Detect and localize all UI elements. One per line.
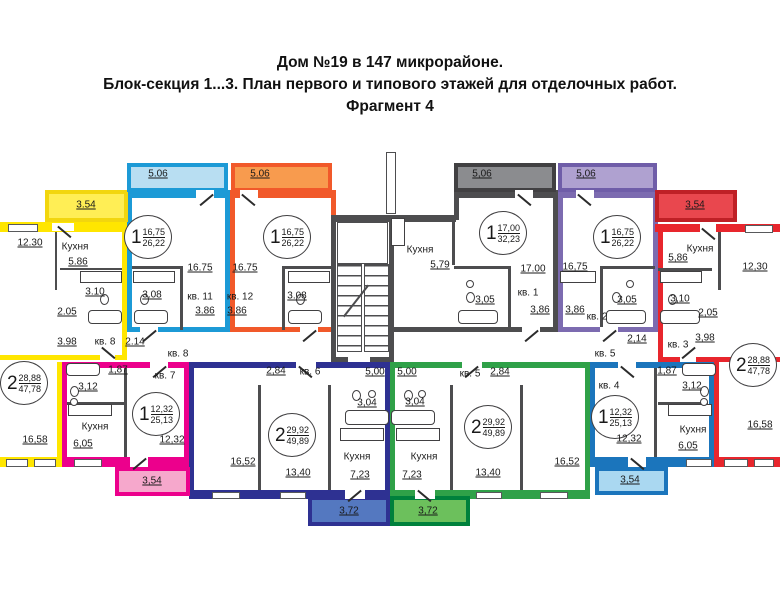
vestibule-area-label: 2.14 bbox=[125, 336, 145, 348]
balcony-area-label: 3,54 bbox=[142, 475, 162, 487]
room-area-label: 12,30 bbox=[742, 261, 768, 273]
bath-area-label: 3,12 bbox=[682, 380, 702, 392]
balcony-area-label: 3,54 bbox=[620, 474, 640, 486]
rooms-count: 2 bbox=[274, 424, 286, 446]
living-area: 29,92 bbox=[286, 424, 310, 435]
window bbox=[34, 459, 56, 467]
apartment-entry-label: кв. 8 bbox=[167, 348, 189, 360]
hall-area-label: 3.86 bbox=[195, 305, 215, 317]
hall-area-label: 5,00 bbox=[397, 366, 417, 378]
partition bbox=[600, 266, 655, 269]
partition bbox=[454, 266, 510, 269]
total-area: 26,22 bbox=[142, 237, 166, 248]
window bbox=[745, 225, 773, 233]
window bbox=[280, 492, 306, 499]
partition bbox=[328, 385, 331, 490]
bath-area-label: 3.08 bbox=[287, 290, 307, 302]
window bbox=[212, 492, 240, 499]
apartment-stamp-kv1 bbox=[479, 211, 527, 255]
vestibule-area-label: 2,14 bbox=[627, 333, 647, 345]
partition bbox=[55, 232, 57, 290]
apartment-number-label: кв. 3 bbox=[667, 339, 689, 351]
wall bbox=[714, 362, 719, 457]
window bbox=[686, 459, 712, 467]
total-area: 47,78 bbox=[18, 383, 42, 394]
room-area-label: 16,58 bbox=[22, 434, 48, 446]
apartment-stamp-kv11 bbox=[124, 215, 172, 259]
partition bbox=[654, 368, 657, 457]
balcony-kv1 bbox=[454, 163, 556, 192]
living-area: 16,75 bbox=[281, 226, 305, 237]
rooms-count: 1 bbox=[269, 226, 281, 248]
total-area: 49,89 bbox=[482, 427, 506, 438]
apartment-number-label: кв. 12 bbox=[226, 291, 254, 303]
kitchen-area-label: 5.86 bbox=[68, 256, 88, 268]
balcony-kv11 bbox=[127, 163, 228, 192]
hall-area-label: 3.86 bbox=[227, 305, 247, 317]
rooms-count: 1 bbox=[597, 406, 609, 428]
bath-area-label: 3,04 bbox=[405, 396, 425, 408]
living-area: 12,32 bbox=[609, 406, 633, 417]
storage-area-label: 2.05 bbox=[57, 306, 77, 318]
title-line-2: Блок-секция 1...3. План первого и типового этажей для отделочных работ. bbox=[103, 76, 677, 93]
rooms-count: 2 bbox=[6, 372, 18, 394]
hall-area-label: 3,86 bbox=[530, 304, 550, 316]
partition bbox=[450, 385, 453, 490]
partition bbox=[60, 268, 122, 270]
stove-icon bbox=[396, 428, 440, 441]
window bbox=[724, 459, 748, 467]
room-area-label: 16,52 bbox=[554, 456, 580, 468]
staircase bbox=[364, 264, 389, 352]
wall bbox=[658, 232, 663, 362]
bath-area-label: 3,05 bbox=[475, 294, 495, 306]
bath-area-label: 3,04 bbox=[357, 397, 377, 409]
apartment-stamp-kv2 bbox=[593, 215, 641, 259]
room-area-label: 12,32 bbox=[159, 434, 185, 446]
balcony-area-label: 3.54 bbox=[76, 199, 96, 211]
living-area: 16,75 bbox=[142, 226, 166, 237]
room-area-label: 16.75 bbox=[187, 262, 213, 274]
window bbox=[540, 492, 568, 499]
entrance-canopy bbox=[386, 152, 396, 214]
kitchen-label: Кухня bbox=[406, 244, 434, 256]
total-area: 32,23 bbox=[497, 233, 521, 244]
bath-area-label: 3,05 bbox=[617, 294, 637, 306]
bath-area-label: 3,12 bbox=[78, 381, 98, 393]
stair-landing bbox=[337, 222, 388, 264]
rooms-count: 2 bbox=[470, 416, 482, 438]
apartment-stamp-kv6 bbox=[268, 413, 316, 457]
bath-area-label: 3,10 bbox=[670, 293, 690, 305]
bathtub-icon bbox=[88, 310, 122, 324]
kitchen-label: Кухня bbox=[81, 421, 109, 433]
room-area-label: 12.30 bbox=[17, 237, 43, 249]
balcony-area-label: 3,54 bbox=[685, 199, 705, 211]
total-area: 26,22 bbox=[611, 237, 635, 248]
stove-icon bbox=[288, 271, 330, 283]
apartment-stamp-kv12 bbox=[263, 215, 311, 259]
living-area: 28,88 bbox=[18, 372, 42, 383]
room-area-label: 16,75 bbox=[562, 261, 588, 273]
apartment-number-label: кв. 4 bbox=[598, 380, 620, 392]
partition bbox=[180, 266, 183, 330]
rooms-count: 2 bbox=[735, 354, 747, 376]
room-area-label: 13,40 bbox=[285, 467, 311, 479]
apartment-number-label: кв. 6 bbox=[299, 366, 321, 378]
stove-icon bbox=[391, 218, 405, 246]
sink-icon bbox=[700, 398, 708, 406]
hall-area-label: 1,87 bbox=[108, 364, 128, 376]
wall bbox=[390, 362, 395, 496]
rooms-count: 1 bbox=[138, 403, 150, 425]
hall-area-label: 3,86 bbox=[565, 304, 585, 316]
kitchen-label: Кухня bbox=[61, 241, 89, 253]
drawing-title bbox=[0, 52, 780, 118]
kitchen-label: Кухня bbox=[679, 424, 707, 436]
partition bbox=[124, 368, 127, 457]
door-opening bbox=[462, 362, 482, 368]
toilet-icon bbox=[466, 292, 475, 303]
entry-area-label: 2,84 bbox=[490, 366, 510, 378]
stove-icon bbox=[668, 404, 712, 416]
kitchen-label: Кухня bbox=[343, 451, 371, 463]
partition bbox=[258, 385, 261, 490]
bathtub-icon bbox=[288, 310, 322, 324]
total-area: 47,78 bbox=[747, 365, 771, 376]
partition bbox=[452, 215, 455, 265]
stove-icon bbox=[340, 428, 384, 441]
wall bbox=[189, 362, 390, 368]
kitchen-area-label: 7,23 bbox=[350, 469, 370, 481]
staircase bbox=[337, 264, 362, 352]
stove-icon bbox=[133, 271, 175, 283]
window bbox=[8, 224, 38, 232]
partition bbox=[132, 266, 182, 269]
title-line-3: Фрагмент 4 bbox=[346, 98, 434, 115]
balcony-area-label: 3,72 bbox=[339, 505, 359, 517]
bath-area-label: 3.08 bbox=[142, 289, 162, 301]
partition bbox=[282, 266, 334, 269]
kitchen-area-label: 5,86 bbox=[668, 252, 688, 264]
sink-icon bbox=[626, 280, 634, 288]
apartment-number-label: кв. 2 bbox=[586, 311, 608, 323]
partition bbox=[282, 266, 285, 330]
room-area-label: 16,52 bbox=[230, 456, 256, 468]
bathtub-icon bbox=[391, 410, 435, 425]
door-swing bbox=[101, 347, 115, 359]
partition bbox=[718, 232, 721, 290]
window bbox=[74, 459, 102, 467]
bathtub-icon bbox=[66, 363, 100, 376]
kitchen-area-label: 7,23 bbox=[402, 469, 422, 481]
total-area: 25,13 bbox=[150, 414, 174, 425]
room-area-label: 13,40 bbox=[475, 467, 501, 479]
window bbox=[754, 459, 774, 467]
room-area-label: 17.00 bbox=[520, 263, 546, 275]
room-area-label: 16.75 bbox=[232, 262, 258, 274]
kitchen-area-label: 5,79 bbox=[430, 259, 450, 271]
kitchen-label: Кухня bbox=[686, 243, 714, 255]
apartment-stamp-kv4 bbox=[591, 395, 639, 439]
bathtub-icon bbox=[134, 310, 168, 324]
living-area: 16,75 bbox=[611, 226, 635, 237]
hall-area-label: 5,00 bbox=[365, 366, 385, 378]
bathtub-icon bbox=[345, 410, 389, 425]
wall bbox=[62, 362, 67, 457]
entry-area-label: 2,84 bbox=[266, 365, 286, 377]
apartment-stamp-kv3 bbox=[729, 343, 777, 387]
living-area: 28,88 bbox=[747, 354, 771, 365]
partition bbox=[520, 385, 523, 490]
bathtub-icon bbox=[660, 310, 700, 324]
total-area: 26,22 bbox=[281, 237, 305, 248]
door-opening bbox=[348, 357, 370, 362]
kitchen-area-label: 6,05 bbox=[73, 438, 93, 450]
partition bbox=[508, 266, 511, 330]
storage-area-label: 2,05 bbox=[698, 307, 718, 319]
living-area: 17,00 bbox=[497, 222, 521, 233]
balcony-area-label: 5,06 bbox=[472, 168, 492, 180]
bathtub-icon bbox=[458, 310, 498, 324]
kitchen-label: Кухня bbox=[410, 451, 438, 463]
apartment-number-label: кв. 8 bbox=[94, 336, 116, 348]
balcony-area-label: 5,06 bbox=[576, 168, 596, 180]
stove-icon bbox=[560, 271, 596, 283]
balcony-area-label: 5.06 bbox=[250, 168, 270, 180]
total-area: 49,89 bbox=[286, 435, 310, 446]
window bbox=[6, 459, 28, 467]
stove-icon bbox=[80, 271, 122, 283]
bathtub-icon bbox=[606, 310, 646, 324]
rooms-count: 1 bbox=[130, 226, 142, 248]
wall bbox=[115, 355, 127, 360]
wall bbox=[331, 215, 336, 362]
balcony-area-label: 5.06 bbox=[148, 168, 168, 180]
hall-area-label: 3.98 bbox=[57, 336, 77, 348]
wall bbox=[0, 355, 100, 360]
apartment-number-label: кв. 5 bbox=[459, 368, 481, 380]
room-area-label: 16,58 bbox=[747, 419, 773, 431]
rooms-count: 1 bbox=[599, 226, 611, 248]
hall-area-label: 3,98 bbox=[695, 332, 715, 344]
bath-area-label: 3.10 bbox=[85, 286, 105, 298]
apartment-number-label: кв. 7 bbox=[154, 370, 176, 382]
sink-icon bbox=[466, 280, 474, 288]
rooms-count: 1 bbox=[485, 222, 497, 244]
living-area: 29,92 bbox=[482, 416, 506, 427]
hall-area-label: 1,87 bbox=[657, 365, 677, 377]
stove-icon bbox=[660, 271, 702, 283]
apartment-stamp-kv7 bbox=[132, 392, 180, 436]
kitchen-area-label: 6,05 bbox=[678, 440, 698, 452]
apartment-number-label: кв. 11 bbox=[187, 291, 213, 303]
apartment-stamp-kv5 bbox=[464, 405, 512, 449]
window bbox=[476, 492, 502, 499]
living-area: 12,32 bbox=[150, 403, 174, 414]
balcony-kv2 bbox=[558, 163, 657, 192]
total-area: 25,13 bbox=[609, 417, 633, 428]
room-area-label: 12,32 bbox=[616, 433, 642, 445]
title-line-1: Дом №19 в 147 микрорайоне. bbox=[276, 54, 504, 71]
sink-icon bbox=[70, 398, 78, 406]
bathtub-icon bbox=[682, 363, 716, 376]
apartment-stamp-kv8 bbox=[0, 361, 48, 405]
balcony-area-label: 3,72 bbox=[418, 505, 438, 517]
apartment-number-label: кв. 1 bbox=[517, 287, 539, 299]
apartment-entry-label: кв. 5 bbox=[594, 348, 616, 360]
balcony-kv12 bbox=[231, 163, 332, 192]
